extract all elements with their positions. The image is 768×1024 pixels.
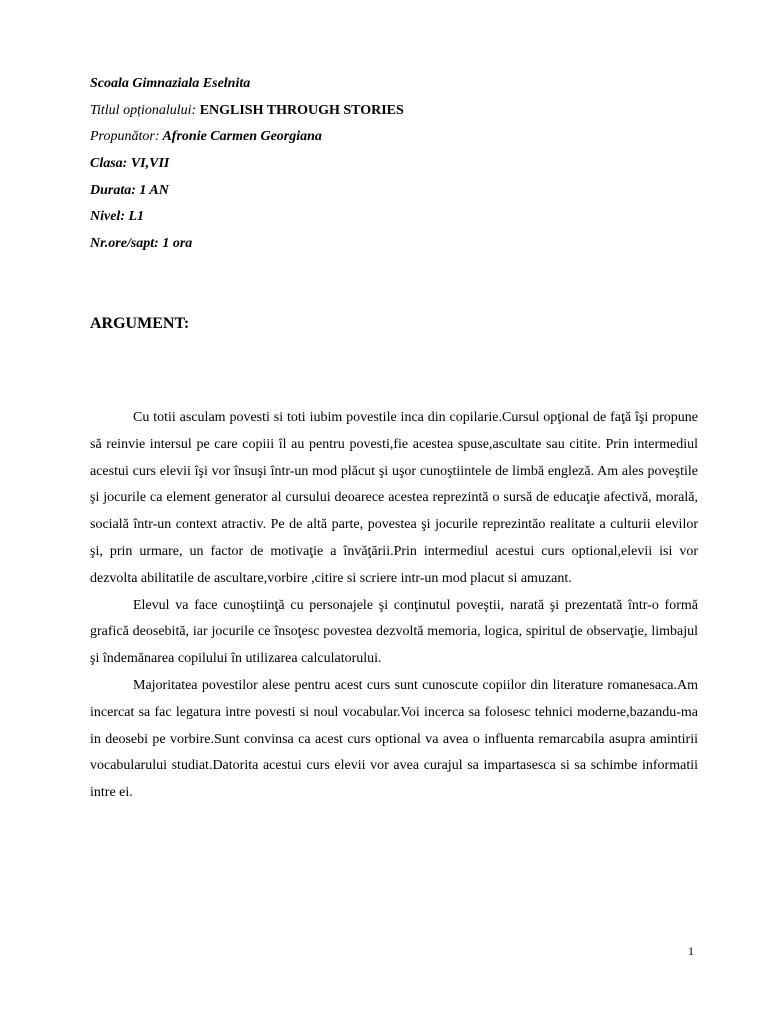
paragraph: Cu totii asculam povesti si toti iubim povestile inca din copilarie.Cursul opţional de faţă îşi propune să reinvie intersul pe care copiii îl au pentru povesti,fie acestea spuse,ascultate sau citite. Prin intermediul acestui curs elevii îşi vor însuşi într-un mod plăcut şi uşor cunoştiintele de limbă engleză. Am ales poveştile şi jocurile ca element generator al cursului deoarece acestea reprezintă o sursă de educaţie afectivă, morală, socială într-un context atractiv. Pe de altă parte, povestea şi jocurile reprezintăo realitate a culturii elevilor şi, prin urmare, un factor de motivaţie a învăţării.Prin intermediul acestui curs optional,elevii isi vor dezvolta abilitatile de ascultare,vorbire ,citire si scriere intr-un mod placut si amuzant. [90, 410, 698, 586]
proposer-name: Afronie Carmen Georgiana [159, 129, 322, 145]
section-heading: ARGUMENT: [90, 315, 190, 332]
hours-per-week-line: Nr.ore/sapt: 1 ora [90, 236, 193, 252]
argument-body [90, 405, 698, 807]
duration-line: Durata: 1 AN [90, 182, 169, 198]
level-line: Nivel: L1 [90, 209, 145, 225]
proposer-label: Propunător: [90, 129, 160, 145]
page-number: 1 [688, 944, 694, 958]
proposer-line [90, 124, 690, 151]
optional-title-label: Titlul opționalului: [90, 102, 197, 118]
optional-title-value: ENGLISH THROUGH STORIES [196, 102, 404, 118]
optional-title-line [90, 98, 690, 125]
class-line: Clasa: VI,VII [90, 156, 170, 172]
school-name: Scoala Gimnaziala Eselnita [90, 76, 251, 91]
document-header [90, 71, 690, 258]
paragraph: Majoritatea povestilor alese pentru acest curs sunt cunoscute copiilor din literature romanesaca.Am incercat sa fac legatura intre povesti si noul vocabular.Voi incerca sa folosesc tehnici moderne,bazandu-ma in deosebi pe vorbire.Sunt convinsa ca acest curs optional va avea o influenta remarcabila asupra amintirii vocabularului studiat.Datorita acestui curs elevii vor avea curajul sa impartasesca si sa schimbe informatii intre ei. [90, 677, 698, 801]
paragraph: Elevul va face cunoştiinţă cu personajele şi conţinutul poveştii, narată şi prezentată într-o formă grafică deosebită, iar jocurile ce însoţesc povestea dezvoltă memoria, logica, spiritul de observaţie, limbajul şi îndemănarea copilului în utilizarea calculatorului. [90, 597, 698, 667]
